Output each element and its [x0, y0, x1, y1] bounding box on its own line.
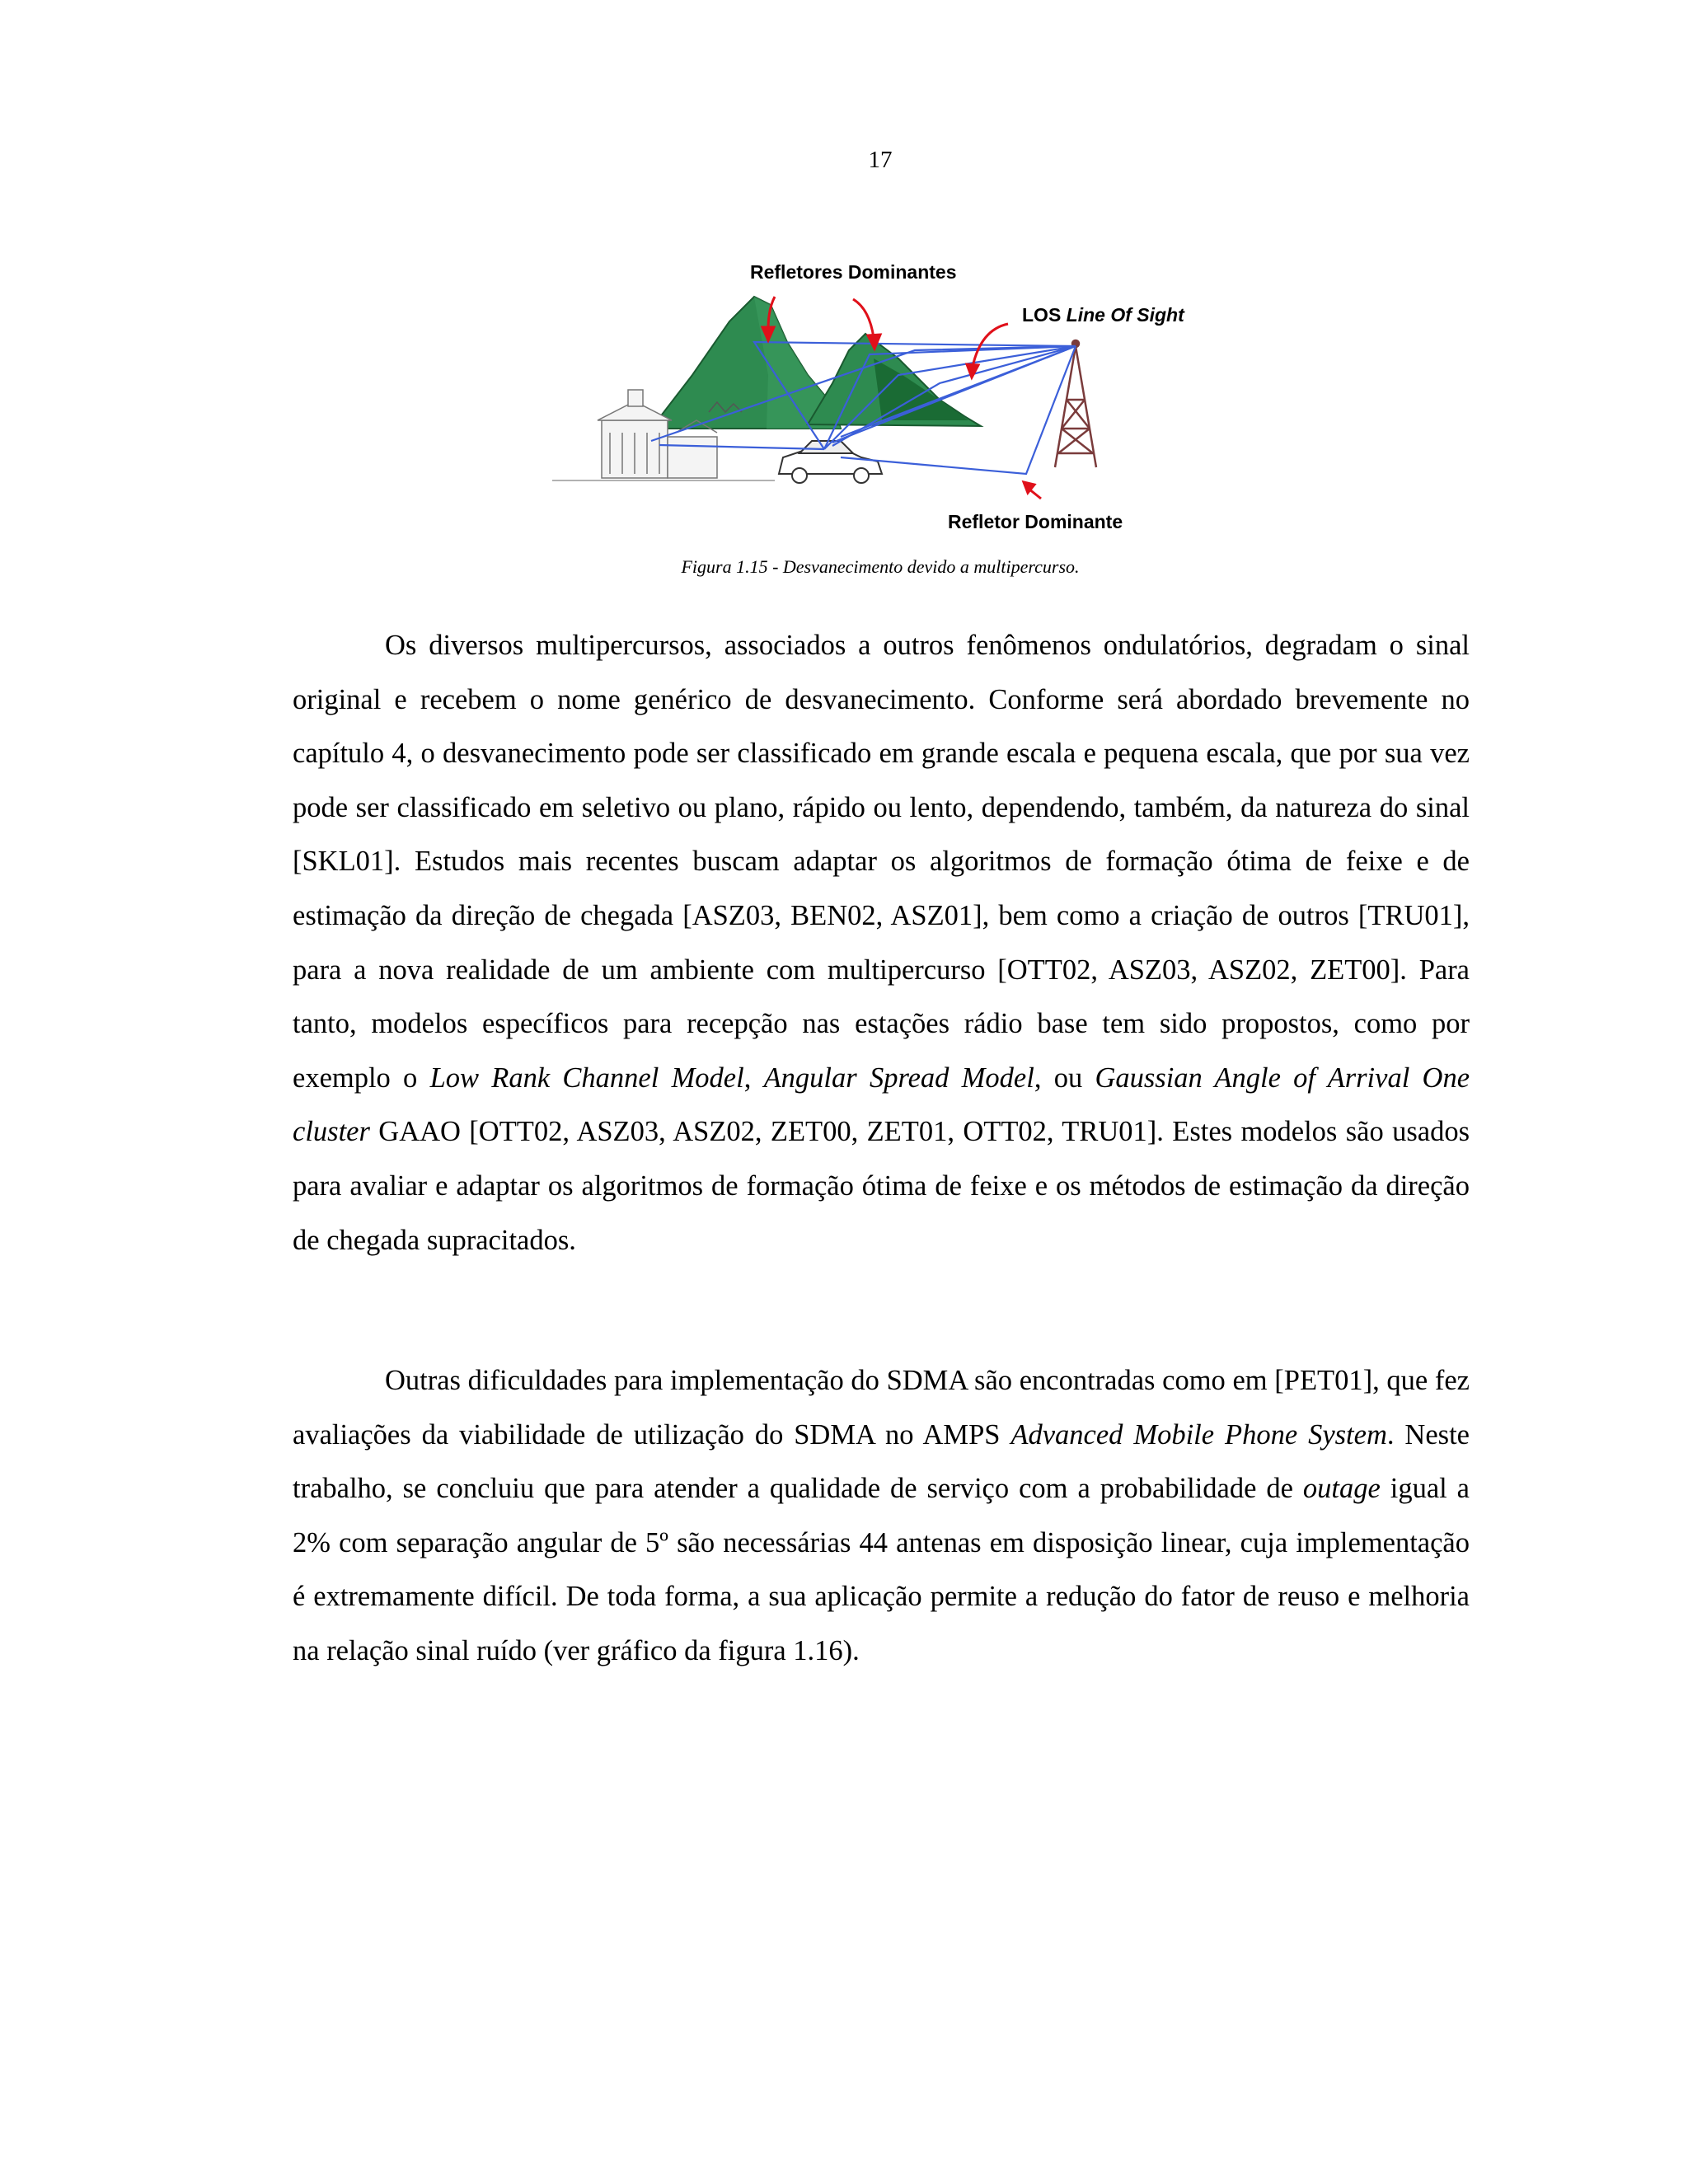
figure-caption: Figura 1.15 - Desvanecimento devido a multipercurso.	[681, 556, 1080, 577]
p1-italic-3: Gaussian Angle of Arrival One cluster	[293, 1062, 1470, 1148]
p2-italic-2: outage	[1302, 1473, 1381, 1505]
car-icon	[779, 441, 882, 483]
p2-text-2: . Neste trabalho, se concluiu que para atender a qualidade de serviço com a probabilidade de	[293, 1418, 1470, 1505]
label-los-full: Line Of Sight	[1066, 304, 1184, 326]
label-refletor-dominante: Refletor Dominante	[948, 511, 1123, 532]
multipath-illustration	[552, 251, 1212, 532]
p2-text-1: Outras dificuldades para implementação do SDMA são encontradas como em [PET01], que fez avaliações da viabilidade de utilização do SDMA no AMPS	[293, 1365, 1470, 1451]
p1-text-2: ,	[743, 1062, 764, 1094]
tower-icon	[1055, 340, 1096, 467]
mountain-right-shade	[874, 359, 968, 420]
paragraph-2	[293, 1354, 1470, 1679]
page-number: 17	[868, 147, 893, 173]
p1-text-1: Os diversos multipercursos, associados a outros fenômenos ondulatórios, degradam o sinal original e recebem o nome genérico de desvanecimento. Conforme será abordado brevemente no capítulo 4, o desvanecimento pode ser classificado em grande escala e pequena escala, que por sua vez pode ser classificado em seletivo ou plano, rápido ou lento, dependendo, também, da natureza do sinal [SKL01]. Estudos mais recentes buscam adaptar os algoritmos de formação ótima de feixe e de estimação da direção de chegada [ASZ03, BEN02, ASZ01], bem como a criação de outros [TRU01], para a nova realidade de um ambiente com multipercurso [OTT02, ASZ03, ASZ02, ZET00]. Para tanto, modelos específicos para recepção nas estações rádio base tem sido propostos, como por exemplo o	[293, 630, 1470, 1094]
paragraph-1	[293, 619, 1470, 1268]
p1-italic-2: Angular Spread Model	[763, 1062, 1034, 1094]
p2-italic-1: Advanced Mobile Phone System	[1010, 1418, 1387, 1451]
label-los-abbr: LOS	[1022, 304, 1062, 326]
p1-text-3: , ou	[1034, 1062, 1095, 1094]
p1-italic-1: Low Rank Channel Model	[429, 1062, 744, 1094]
p1-text-4: GAAO [OTT02, ASZ03, ASZ02, ZET00, ZET01, OTT02, TRU01]. Estes modelos são usados para avaliar e adaptar os algoritmos de formação ótima de feixe e os métodos de estimação da direção de chegada supracitados.	[293, 1116, 1470, 1256]
label-refletores-dominantes: Refletores Dominantes	[750, 261, 957, 283]
multipath-figure	[552, 251, 1212, 532]
p2-text-3: igual a 2% com separação angular de 5º são necessárias 44 antenas em disposição linear, cuja implementação é extremamente difícil. De toda forma, a sua aplicação permite a redução do fator de reuso e melhoria na relação sinal ruído (ver gráfico da figura 1.16).	[293, 1473, 1470, 1666]
label-los	[1022, 304, 1184, 326]
